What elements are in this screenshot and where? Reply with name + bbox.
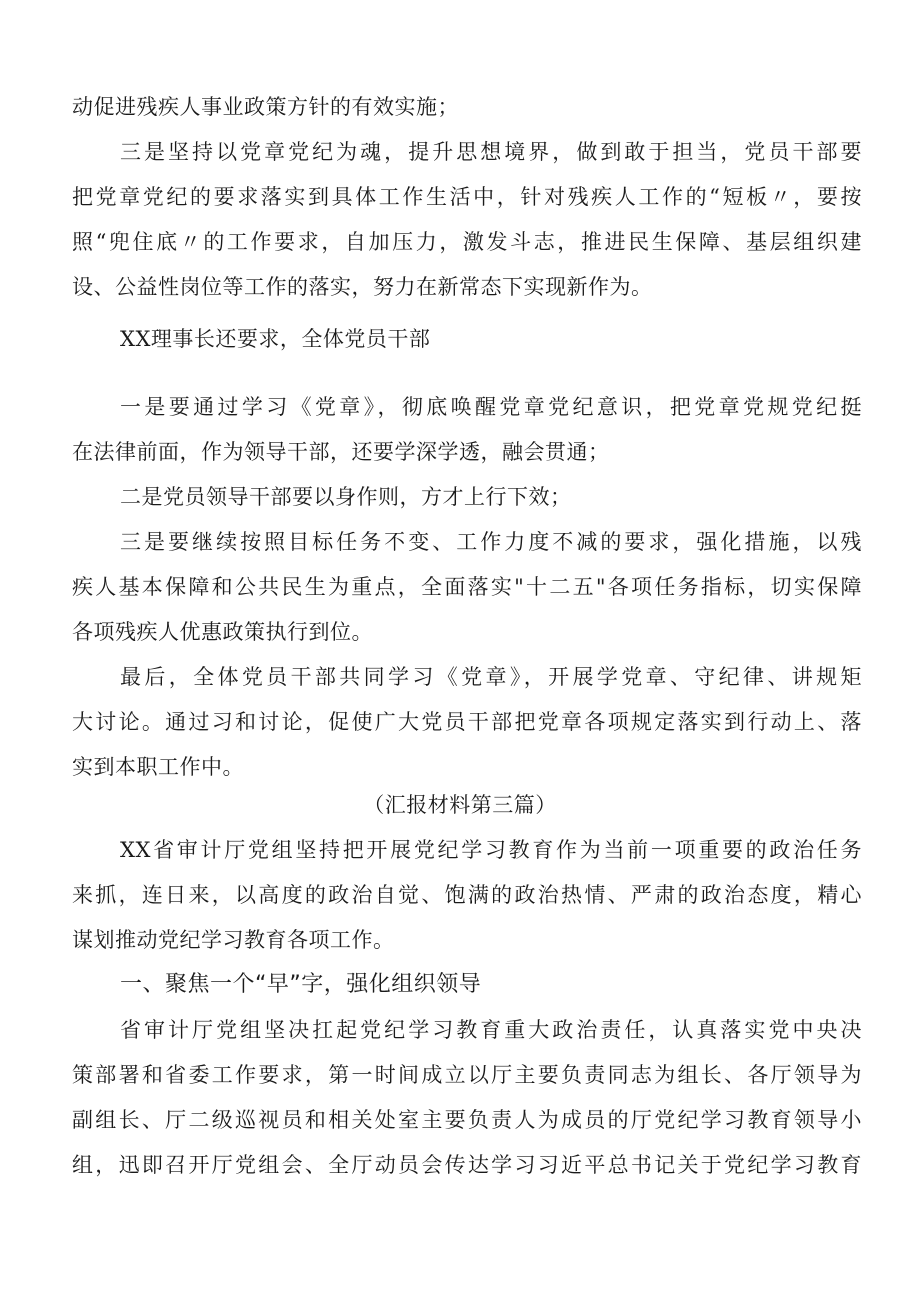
text-line: 大讨论。通过习和讨论，促使广大党员干部把党章各项规定落实到行动上、落 bbox=[72, 710, 862, 734]
text-line: 一是要通过学习《党章》，彻底唤醒党章党纪意识，把党章党规党纪挺 bbox=[120, 395, 862, 419]
text-line: 把党章党纪的要求落实到具体工作生活中，针对残疾人工作的“短板〃，要按 bbox=[72, 185, 862, 209]
text-line: 照“兜住底〃的工作要求，自加压力，激发斗志，推进民生保障、基层组织建 bbox=[72, 230, 862, 254]
text-line: 组，迅即召开厅党组会、全厅动员会传达学习习近平总书记关于党纪学习教育 bbox=[72, 1153, 862, 1177]
text-line: 最后，全体党员干部共同学习《党章》，开展学党章、守纪律、讲规矩 bbox=[120, 665, 862, 689]
text-line: 策部署和省委工作要求，第一时间成立以厅主要负责同志为组长、各厅领导为 bbox=[72, 1063, 862, 1087]
text-line: 三是要继续按照目标任务不变、工作力度不减的要求，强化措施，以残 bbox=[120, 530, 862, 554]
text-line: 三是坚持以党章党纪为魂，提升思想境界，做到敢于担当，党员干部要 bbox=[120, 140, 862, 164]
text-line: 设、公益性岗位等工作的落实，努力在新常态下实现新作为。 bbox=[72, 275, 653, 299]
text-line: 实到本职工作中。 bbox=[72, 755, 244, 779]
text-line: 省审计厅党组坚决扛起党纪学习教育重大政治责任，认真落实党中央决 bbox=[120, 1018, 862, 1042]
text-line: 来抓，连日来，以高度的政治自觉、饱满的政治热情、严肃的政治态度，精心 bbox=[72, 883, 862, 907]
text-line: 各项残疾人优惠政策执行到位。 bbox=[72, 620, 373, 644]
text-line: XX理事长还要求，全体党员干部 bbox=[120, 327, 431, 351]
section-title: （汇报材料第三篇） bbox=[363, 793, 557, 817]
text-line: 动促进残疾人事业政策方针的有效实施； bbox=[72, 95, 459, 119]
text-line: 副组长、厅二级巡视员和相关处室主要负责人为成员的厅党纪学习教育领导小 bbox=[72, 1108, 862, 1132]
text-line: 谋划推动党纪学习教育各项工作。 bbox=[72, 928, 395, 952]
text-line: 二是党员领导干部要以身作则，方才上行下效； bbox=[120, 485, 572, 509]
section-heading: 一、聚焦一个“早”字，强化组织领导 bbox=[120, 972, 482, 997]
text-line: 疾人基本保障和公共民生为重点，全面落实"十二五"各项任务指标，切实保障 bbox=[72, 575, 862, 599]
text-line: XX省审计厅党组坚持把开展党纪学习教育作为当前一项重要的政治任务 bbox=[120, 838, 862, 862]
text-line: 在法律前面，作为领导干部，还要学深学透，融会贯通； bbox=[72, 440, 610, 464]
